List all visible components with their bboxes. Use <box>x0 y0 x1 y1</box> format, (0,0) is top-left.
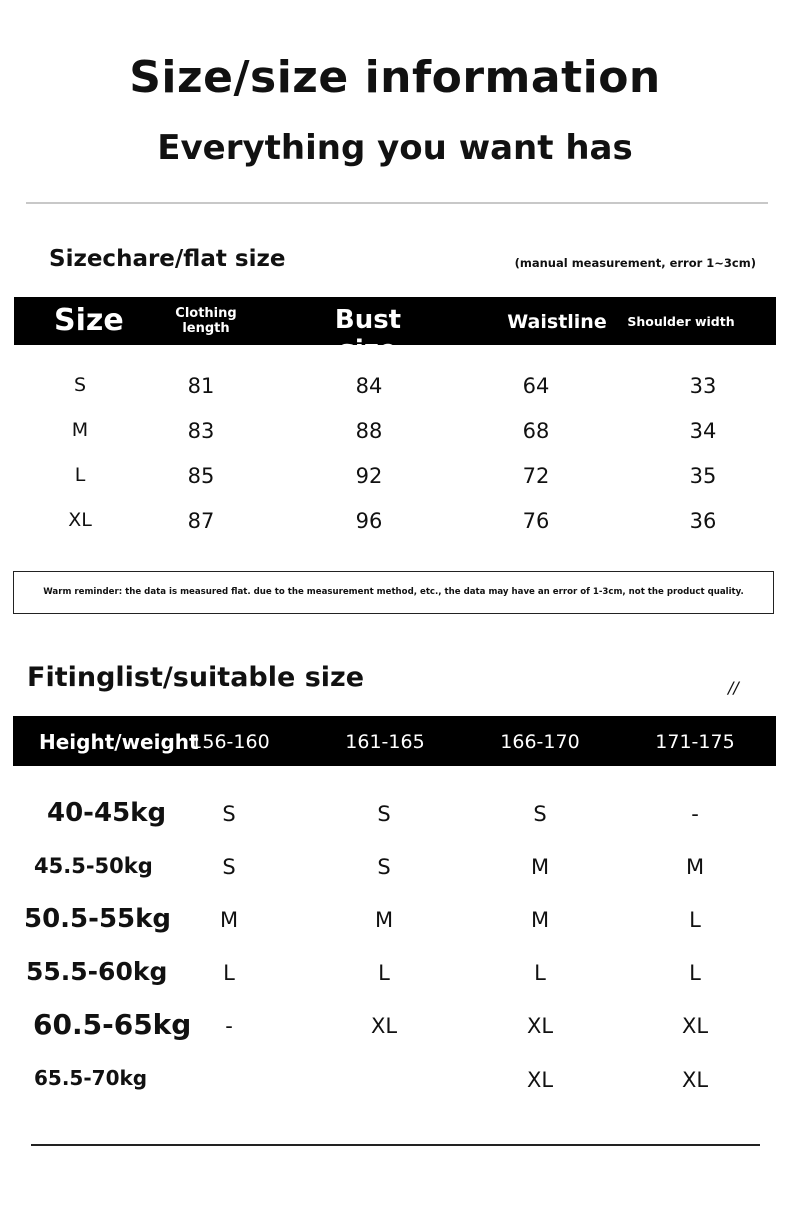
fitting-list-title: Fitinglist/suitable size <box>27 662 365 693</box>
cell-size: M <box>71 419 89 441</box>
fit-cell: L <box>689 908 701 932</box>
cell-bust: 96 <box>355 509 383 533</box>
cell-length: 87 <box>187 509 215 533</box>
fitting-row <box>0 904 790 938</box>
fit-cell: S <box>533 802 547 826</box>
fitting-row <box>0 1008 790 1042</box>
cell-waist: 72 <box>522 464 550 488</box>
fit-cell: XL <box>370 1014 398 1038</box>
header-bust-size: Bust size <box>334 305 402 365</box>
header-height-171-175: 171-175 <box>655 731 735 753</box>
fit-cell: L <box>689 961 701 985</box>
fitting-row <box>0 851 790 885</box>
header-waistline: Waistline <box>507 311 607 333</box>
cell-waist: 76 <box>522 509 550 533</box>
fit-cell: - <box>691 802 699 826</box>
fitting-row <box>0 798 790 832</box>
cell-size: S <box>73 374 87 396</box>
size-chart-title: Sizechare/flat size <box>49 246 286 272</box>
header-height-weight: Height/weight <box>39 730 199 754</box>
fit-cell: XL <box>681 1014 709 1038</box>
cell-shoulder: 34 <box>689 419 717 443</box>
fit-cell: S <box>377 802 391 826</box>
fit-cell: M <box>530 855 550 879</box>
fit-cell: XL <box>681 1068 709 1092</box>
cell-bust: 88 <box>355 419 383 443</box>
weight-label: 40-45kg <box>47 798 167 828</box>
page-title: Size/size information <box>129 52 661 103</box>
header-size: Size <box>54 303 124 338</box>
fit-cell: - <box>225 1014 233 1038</box>
fit-cell: XL <box>526 1068 554 1092</box>
cell-waist: 64 <box>522 374 550 398</box>
header-height-156-160: 156-160 <box>190 731 270 753</box>
weight-label: 65.5-70kg <box>34 1066 148 1090</box>
fit-cell: L <box>223 961 235 985</box>
page-subtitle: Everything you want has <box>157 128 633 168</box>
fitting-row <box>0 957 790 991</box>
fit-cell: XL <box>526 1014 554 1038</box>
fit-cell: S <box>377 855 391 879</box>
fit-cell: L <box>534 961 546 985</box>
fit-cell: L <box>378 961 390 985</box>
fitting-header <box>13 716 776 766</box>
weight-label: 45.5-50kg <box>34 854 153 878</box>
cell-length: 85 <box>187 464 215 488</box>
warm-reminder-box <box>13 571 774 614</box>
header-height-161-165: 161-165 <box>345 731 425 753</box>
divider-bottom <box>31 1144 760 1146</box>
weight-label: 55.5-60kg <box>26 957 168 986</box>
table-row <box>14 509 776 539</box>
cell-shoulder: 33 <box>689 374 717 398</box>
weight-label: 60.5-65kg <box>33 1008 192 1041</box>
table-row <box>14 464 776 494</box>
cell-bust: 84 <box>355 374 383 398</box>
warm-reminder-text: Warm reminder: the data is measured flat. due to the measurement method, etc., the data may have an error of 1-3cm, not the product quality. <box>43 587 744 597</box>
cell-bust: 92 <box>355 464 383 488</box>
decorative-mark: // <box>728 678 739 697</box>
header-shoulder-width: Shoulder width <box>627 314 735 329</box>
cell-shoulder: 35 <box>689 464 717 488</box>
weight-label: 50.5-55kg <box>24 904 172 934</box>
header-height-166-170: 166-170 <box>500 731 580 753</box>
measurement-note: (manual measurement, error 1~3cm) <box>514 256 756 270</box>
cell-waist: 68 <box>522 419 550 443</box>
fit-cell: S <box>222 802 236 826</box>
table-row <box>14 374 776 404</box>
fit-cell: M <box>219 908 239 932</box>
header-clothing-length: Clothing length <box>175 306 237 336</box>
fit-cell: S <box>222 855 236 879</box>
cell-length: 81 <box>187 374 215 398</box>
table-row <box>14 419 776 449</box>
cell-size: L <box>74 464 86 486</box>
fit-cell: M <box>685 855 705 879</box>
cell-shoulder: 36 <box>689 509 717 533</box>
fitting-row <box>0 1064 790 1098</box>
fit-cell: M <box>530 908 550 932</box>
cell-length: 83 <box>187 419 215 443</box>
cell-size: XL <box>68 509 92 531</box>
size-chart-header <box>14 297 776 365</box>
divider-top <box>26 202 768 204</box>
fit-cell: M <box>374 908 394 932</box>
